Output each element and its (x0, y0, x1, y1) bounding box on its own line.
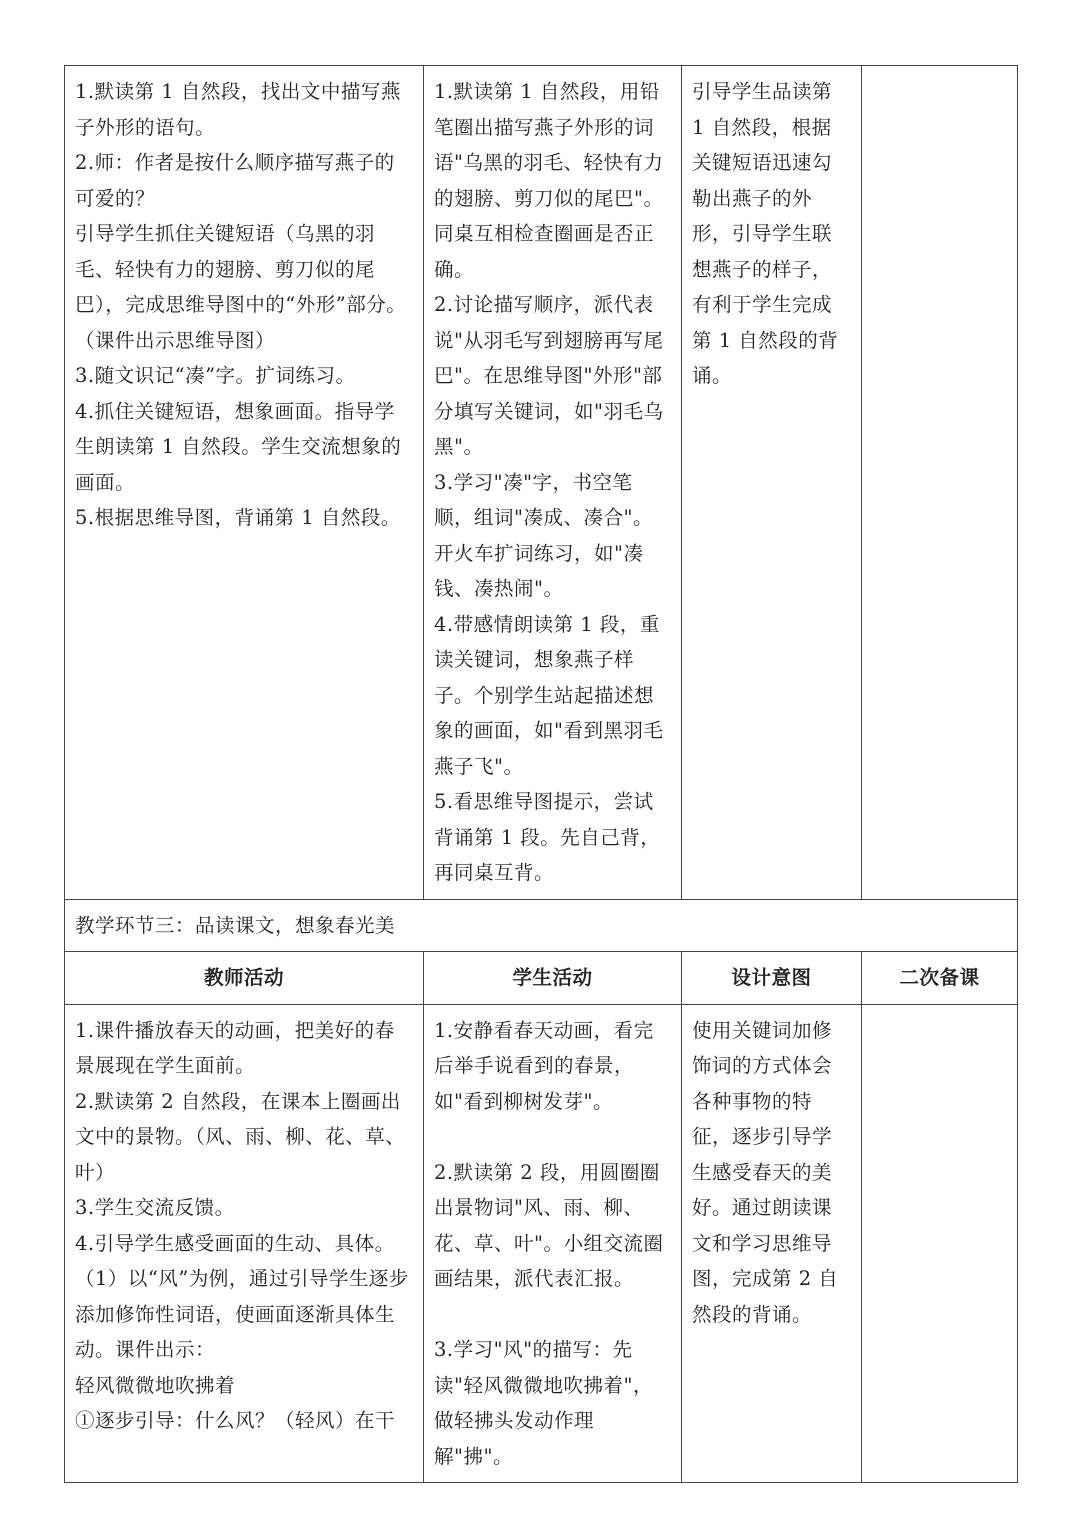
header-teacher-activity: 教师活动 (65, 952, 424, 1005)
list-item: 3.学生交流反馈。 (75, 1196, 235, 1219)
design-intent-cell (682, 1004, 862, 1483)
list-item: 1.默读第 1 自然段，用铅笔圈出描写燕子外形的词语"乌黑的羽毛、轻快有力的翅膀、剪刀似的尾巴"。同桌互相检查圈画是否正确。 (434, 80, 664, 281)
design-intent-text: 使用关键词加修饰词的方式体会各种事物的特征，逐步引导学生感受春天的美好。通过朗读课文和学习思维导图，完成第 2 自然段的背诵。 (692, 1018, 839, 1326)
list-item: 1.课件播放春天的动画，把美好的春景展现在学生面前。 (75, 1018, 395, 1077)
header-second-prep: 二次备课 (862, 952, 1018, 1005)
design-intent-cell (682, 66, 862, 900)
second-prep-cell (862, 1004, 1018, 1483)
list-item: 4.带感情朗读第 1 段，重读关键词，想象燕子样子。个别学生站起描述想象的画面，如"看到黑羽毛燕子飞"。 (434, 612, 664, 778)
list-item: 1.安静看春天动画，看完后举手说看到的春景，如"看到柳树发芽"。 (434, 1018, 654, 1113)
list-item: 4.引导学生感受画面的生动、具体。（1）以“风”为例，通过引导学生逐步添加修饰性词语，使画面逐渐具体生动。课件出示： (75, 1231, 409, 1361)
spacer (434, 1297, 671, 1333)
table-header-row (65, 952, 1018, 1005)
second-prep-cell (862, 66, 1018, 900)
list-item: 2.讨论描写顺序，派代表说"从羽毛写到翅膀再写尾巴"。在思维导图"外形"部分填写关键词，如"羽毛乌黑"。 (434, 293, 664, 458)
header-design-intent: 设计意图 (682, 952, 862, 1005)
table-row (65, 1004, 1018, 1483)
list-item: 1.默读第 1 自然段，找出文中描写燕子外形的语句。 (75, 80, 401, 139)
list-item: ①逐步引导：什么风？（轻风）在干 (75, 1409, 396, 1432)
list-item: 2.默读第 2 自然段，在课本上圈画出文中的景物。（风、雨、柳、花、草、叶） (75, 1089, 406, 1184)
table-row (65, 66, 1018, 900)
lesson-plan-page (64, 65, 1017, 1483)
section-title: 教学环节三：品读课文，想象春光美 (65, 899, 1018, 952)
list-item: 5.根据思维导图，背诵第 1 自然段。 (75, 506, 401, 529)
list-item: 3.学习"风"的描写：先读"轻风微微地吹拂着"，做轻拂头发动作理解"拂"。 (434, 1338, 653, 1468)
list-item: 2.默读第 2 段，用圆圈圈出景物词"风、雨、柳、花、草、叶"。小组交流圈画结果，派代表汇报。 (434, 1160, 664, 1290)
table-row (65, 899, 1018, 952)
list-item: 3.学习"凑"字，书空笔顺，组词"凑成、凑合"。开火车扩词练习，如"凑钱、凑热闹"。 (434, 470, 653, 600)
header-student-activity: 学生活动 (424, 952, 682, 1005)
teacher-activity-cell (65, 66, 424, 900)
list-item: 引导学生抓住关键短语（乌黑的羽毛、轻快有力的翅膀、剪刀似的尾巴），完成思维导图中的“外形”部分。（课件出示思维导图） (75, 222, 407, 352)
list-item: 4.抓住关键短语，想象画面。指导学生朗读第 1 自然段。学生交流想象的画面。 (75, 399, 402, 494)
spacer (434, 1119, 671, 1155)
list-item: 轻风微微地吹拂着 (75, 1373, 236, 1397)
lesson-plan-table (64, 65, 1018, 1483)
list-item: 2.师：作者是按什么顺序描写燕子的可爱的？ (75, 151, 395, 210)
student-activity-cell (424, 66, 682, 900)
teacher-activity-cell (65, 1004, 424, 1483)
student-activity-cell (424, 1004, 682, 1483)
design-intent-text: 引导学生品读第 1 自然段，根据关键短语迅速勾勒出燕子的外形，引导学生联想燕子的样子，有利于学生完成第 1 自然段的背诵。 (692, 80, 839, 387)
list-item: 5.看思维导图提示，尝试背诵第 1 段。先自己背，再同桌互背。 (434, 790, 661, 884)
list-item: 3.随文识记“凑”字。扩词练习。 (75, 364, 356, 387)
